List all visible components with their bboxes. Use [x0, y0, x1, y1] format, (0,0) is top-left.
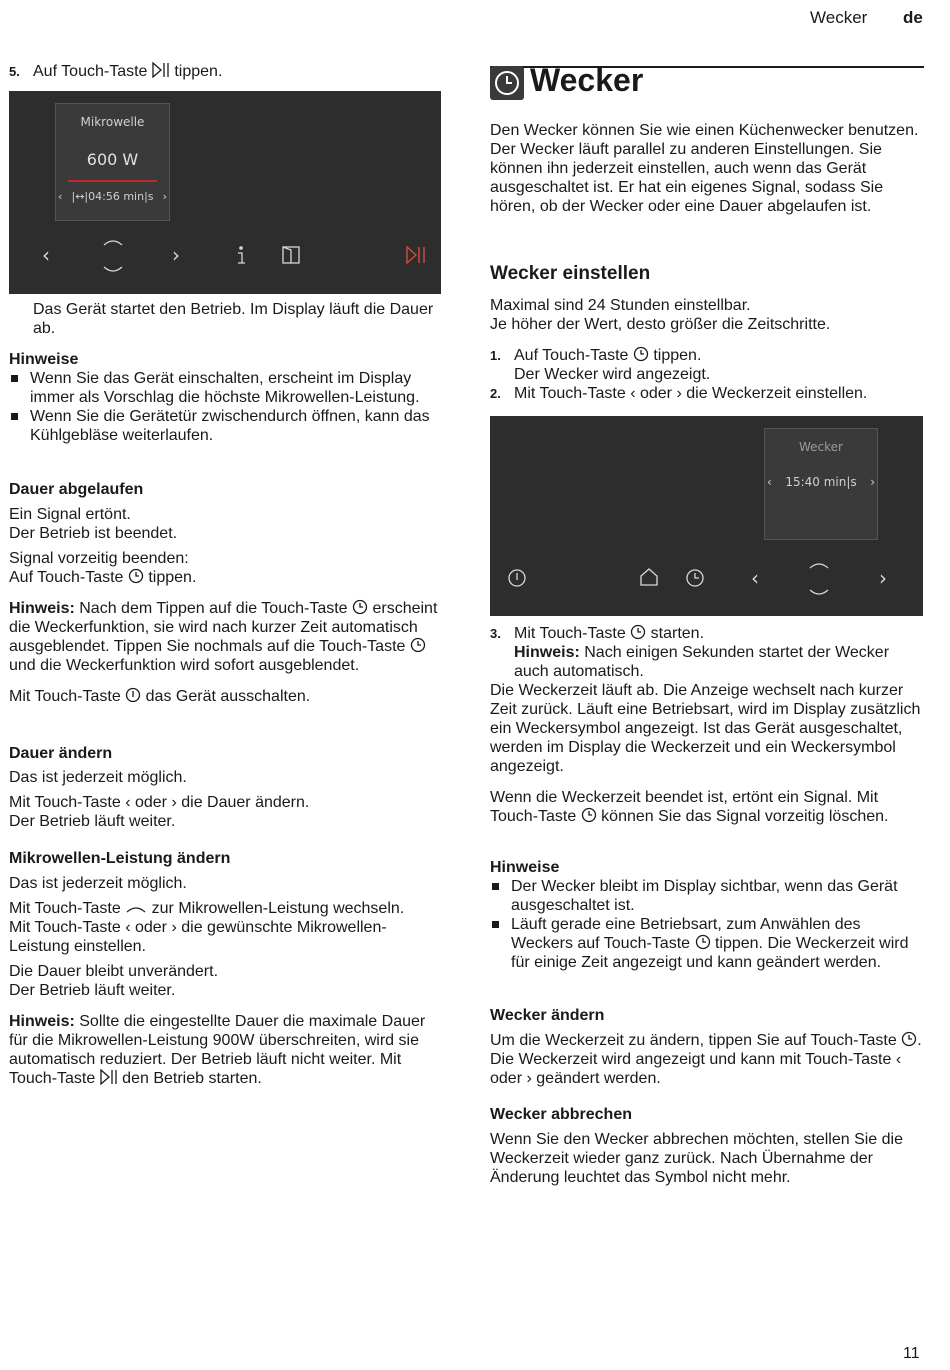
home-icon [639, 567, 659, 587]
chevron-right-icon: › [162, 190, 167, 203]
door-icon [281, 245, 301, 265]
timer-icon [695, 934, 711, 950]
start-pause-icon [405, 245, 427, 265]
chevron-left-icon: ‹ [125, 794, 131, 811]
display-timer-time: ‹ 15:40 min|s › [767, 475, 875, 489]
wecker-abbrechen-heading: Wecker abbrechen [490, 1106, 632, 1123]
page-number: 11 [903, 1345, 920, 1362]
power-level-up-down-icon [102, 237, 124, 277]
result-text: Das Gerät startet den Betrieb. Im Display läuft die Dauer ab. [33, 301, 434, 337]
intro-text: Den Wecker können Sie wie einen Küchenwecker benutzen. Der Wecker läuft parallel zu anderen Einstellungen. Sie können ihn jederzeit einstellen, auch wenn das Gerät ausgeschaltet ist. Er hat ein eigenes Signal, sodass Sie hören, ob der Wecker oder eine Dauer abgelaufen ist. [490, 122, 919, 215]
chevron-left-icon: ‹ [42, 243, 50, 267]
power-level-up-down-icon [808, 560, 830, 600]
chevron-right-icon: › [171, 794, 177, 811]
wecker-einstellen-text: Maximal sind 24 Stunden einstellbar. Je höher der Wert, desto größer die Zeitschritte. 1. Auf Touch-Taste tippen. Der Wecker wird angezeigt. 2. Mit Touch-Taste ‹ oder › die Weckerzeit einstellen. [490, 297, 868, 402]
display-mode-title: Mikrowelle [80, 115, 145, 129]
control-panel-illustration-microwave [9, 91, 441, 294]
timer-icon [901, 1031, 917, 1047]
timer-icon [633, 346, 649, 362]
wecker-einstellen-heading: Wecker einstellen [490, 263, 651, 284]
display-screen [764, 428, 878, 540]
wecker-abbrechen-text: Wenn Sie den Wecker abbrechen möchten, stellen Sie die Weckerzeit wieder ganz zurück. Nach Übernahme der Änderung leuchtet das Symbol nicht mehr. [490, 1131, 903, 1186]
wecker-aendern-heading: Wecker ändern [490, 1007, 605, 1024]
hinweise-heading-right: Hinweise [490, 859, 560, 876]
duration-icon: |↔| [71, 190, 89, 203]
running-header-section: Wecker [810, 8, 868, 27]
dauer-abgelaufen-text: Ein Signal ertönt. Der Betrieb ist beendet. Signal vorzeitig beenden: Auf Touch-Taste tippen. Hinweis: Nach dem Tippen auf die Touch-Taste erscheint die Weckerfunktion, sie wird nach kurzer Zeit automatisch ausgeblendet. Tippen Sie nochmals auf die Touch-Taste und die Weckerfunktion wird sofort ausgeblendet. Mit Touch-Taste das Gerät ausschalten. [9, 506, 438, 705]
start-pause-icon [100, 1069, 118, 1085]
section-title: Wecker [530, 62, 644, 98]
dauer-aendern-heading: Dauer ändern [9, 745, 113, 762]
timer-icon [581, 807, 597, 823]
leistung-aendern-text: Das ist jederzeit möglich. Mit Touch-Taste zur Mikrowellen-Leistung wechseln. Mit Touch-Taste ‹ oder › die gewünschte Mikrowellen-Leistung einstellen. Die Dauer bleibt unverändert. Der Betrieb läuft weiter. Hinweis: Sollte die eingestellte Dauer die maximale Dauer für die Mikrowellen-Leistung 900W überschreiten, wird sie automatisch reduziert. Der Betrieb läuft nicht weiter. Mit Touch-Taste den Betrieb starten. [9, 875, 426, 1087]
display-red-indicator [68, 180, 157, 182]
list-item: Läuft gerade eine Betriebsart, zum Anwählen des Weckers auf Touch-Taste tippen. Die Weckerzeit wird für einige Zeit angezeigt und kann geändert werden. [490, 915, 922, 972]
hinweise-heading: Hinweise [9, 351, 79, 368]
chevron-left-icon: ‹ [767, 475, 772, 489]
dauer-aendern-text: Das ist jederzeit möglich. Mit Touch-Taste ‹ oder › die Dauer ändern. Der Betrieb läuft weiter. [9, 769, 310, 830]
hinweise-list-right [490, 877, 922, 972]
chevron-left-icon: ‹ [751, 566, 759, 590]
list-item: Der Wecker bleibt im Display sichtbar, wenn das Gerät ausgeschaltet ist. [490, 877, 922, 915]
timer-icon [352, 599, 368, 615]
chevron-right-icon: › [870, 475, 875, 489]
timer-icon [685, 568, 705, 588]
display-power: 600 W [86, 150, 139, 169]
timer-icon [410, 637, 426, 653]
chevron-left-icon: ‹ [630, 385, 636, 402]
list-item: Wenn Sie die Gerätetür zwischendurch öffnen, kann das Kühlgebläse weiterlaufen. [9, 407, 439, 445]
power-icon [125, 687, 141, 703]
leistung-aendern-heading: Mikrowellen-Leistung ändern [9, 850, 231, 867]
timer-icon [630, 624, 646, 640]
display-duration: ‹ |↔|04:56 min|s › [58, 190, 167, 203]
step-number: 5. [9, 64, 20, 79]
timer-icon [490, 66, 524, 100]
list-item: Wenn Sie das Gerät einschalten, erscheint im Display immer als Vorschlag die höchste Mikrowellen-Leistung. [9, 369, 439, 407]
timer-icon [128, 568, 144, 584]
chevron-left-icon: ‹ [895, 1051, 902, 1068]
dauer-abgelaufen-heading: Dauer abgelaufen [9, 481, 144, 498]
chevron-right-icon: › [676, 385, 682, 402]
step-5: 5. Auf Touch-Taste tippen. [9, 63, 223, 80]
chevron-right-icon: › [171, 919, 177, 936]
chevron-left-icon: ‹ [58, 190, 63, 203]
info-icon [235, 245, 247, 265]
display-screen [55, 103, 170, 221]
chevron-left-icon: ‹ [125, 919, 131, 936]
chevron-right-icon: › [879, 566, 887, 590]
display-mode-title: Wecker [799, 440, 843, 454]
chevron-right-icon: › [526, 1070, 532, 1087]
step-3-and-followup: 3. Mit Touch-Taste starten. Hinweis: Nach einigen Sekunden startet der Wecker auch automatisch. Die Weckerzeit läuft ab. Die Anzeige wechselt nach kurzer Zeit zurück. Läuft eine Betriebsart, wird im Display zusätzlich ein Weckersymbol angezeigt. Ist das Gerät ausgeschaltet, werden im Display die Weckerzeit und ein Weckersymbol angezeigt. Wenn die Weckerzeit beendet ist, ertönt ein Signal. Mit Touch-Taste können Sie das Signal vorzeitig löschen. [490, 625, 921, 825]
hinweise-list [9, 369, 439, 445]
power-icon [507, 568, 527, 588]
control-panel-illustration-timer [490, 416, 923, 616]
power-level-up-icon [125, 903, 147, 915]
chevron-right-icon: › [172, 243, 180, 267]
start-pause-icon [152, 62, 170, 78]
running-header-language: de [903, 8, 923, 27]
wecker-aendern-text: Um die Weckerzeit zu ändern, tippen Sie auf Touch-Taste . Die Weckerzeit wird angezeigt und kann mit Touch-Taste ‹ oder › geändert werden. [490, 1032, 922, 1087]
